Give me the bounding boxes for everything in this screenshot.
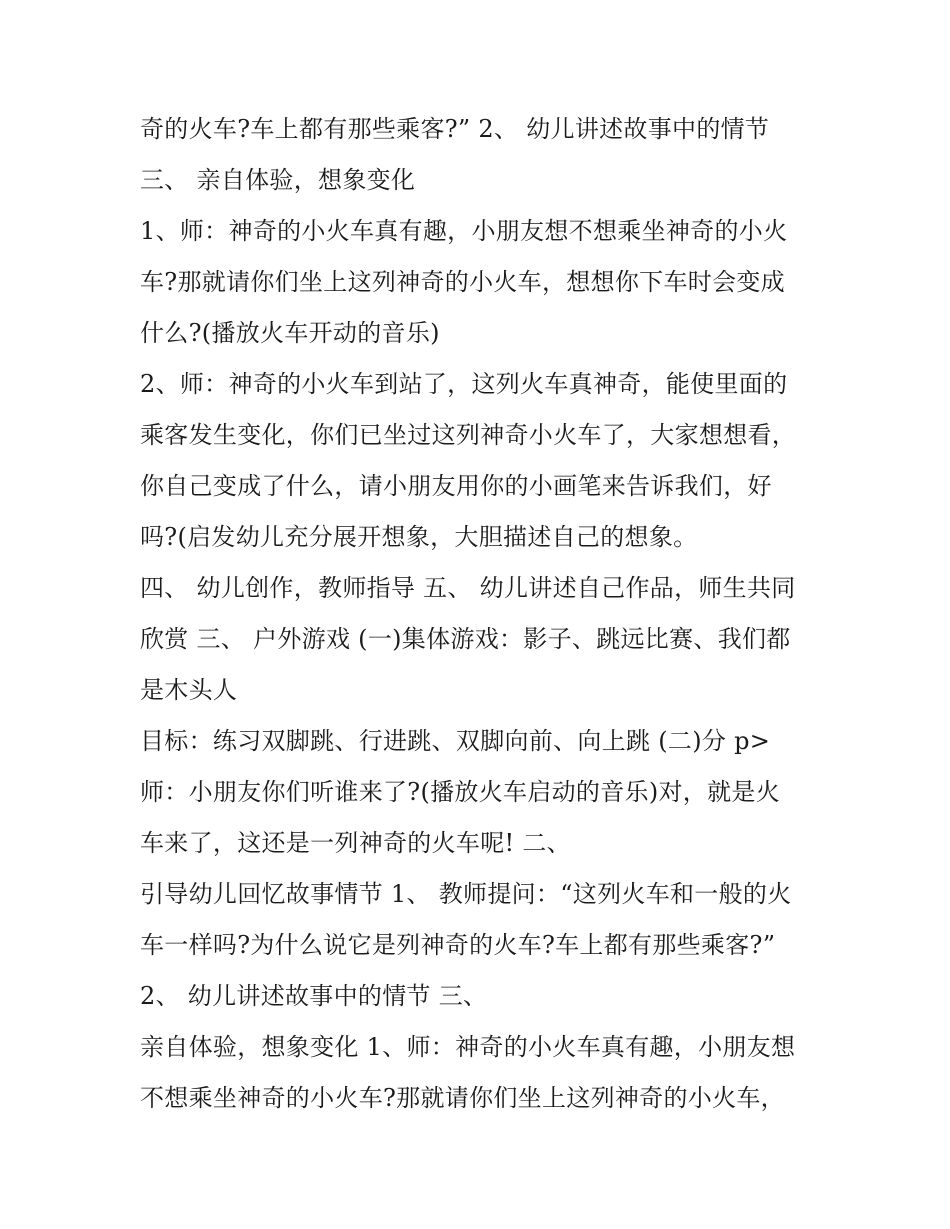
text-line: 车来了，这还是一列神奇的火车呢! 二、 [140,829,571,857]
text-line: 不想乘坐神奇的小火车?那就请你们坐上这列神奇的小火车， [140,1084,785,1112]
text-line: 奇的火车?车上都有那些乘客?” 2、 幼儿讲述故事中的情节 [140,115,770,143]
text-line: 四、 幼儿创作，教师指导 五、 幼儿讲述自己作品，师生共同 [140,574,796,602]
text-line: 你自己变成了什么，请小朋友用你的小画笔来告诉我们，好 [140,472,772,500]
document-body [140,104,820,1124]
text-line: 目标：练习双脚跳、行进跳、双脚向前、向上跳 (二)分 p> [140,727,771,755]
text-line: 什么?(播放火车开动的音乐) [140,319,440,347]
text-line: 欣赏 三、 户外游戏 (一)集体游戏：影子、跳远比赛、我们都 [140,625,791,653]
text-line: 1、师：神奇的小火车真有趣，小朋友想不想乘坐神奇的小火 [140,217,788,245]
text-line: 乘客发生变化，你们已坐过这列神奇小火车了，大家想想看， [140,421,797,449]
text-line: 2、师：神奇的小火车到站了，这列火车真神奇，能使里面的 [140,370,788,398]
text-line: 亲自体验，想象变化 1、师：神奇的小火车真有趣，小朋友想 [140,1033,796,1061]
text-line: 师：小朋友你们听谁来了?(播放火车启动的音乐)对，就是火 [140,778,780,806]
text-line: 车?那就请你们坐上这列神奇的小火车，想想你下车时会变成 [140,268,785,296]
text-line: 2、 幼儿讲述故事中的情节 三、 [140,982,488,1010]
text-line: 引导幼儿回忆故事情节 1、 教师提问：“这列火车和一般的火 [140,880,792,908]
text-line: 车一样吗?为什么说它是列神奇的火车?车上都有那些乘客?” [140,931,776,959]
text-line: 吗?(启发幼儿充分展开想象，大胆描述自己的想象。 [140,523,698,551]
text-line: 是木头人 [140,676,238,704]
text-line: 三、 亲自体验，想象变化 [140,166,416,194]
